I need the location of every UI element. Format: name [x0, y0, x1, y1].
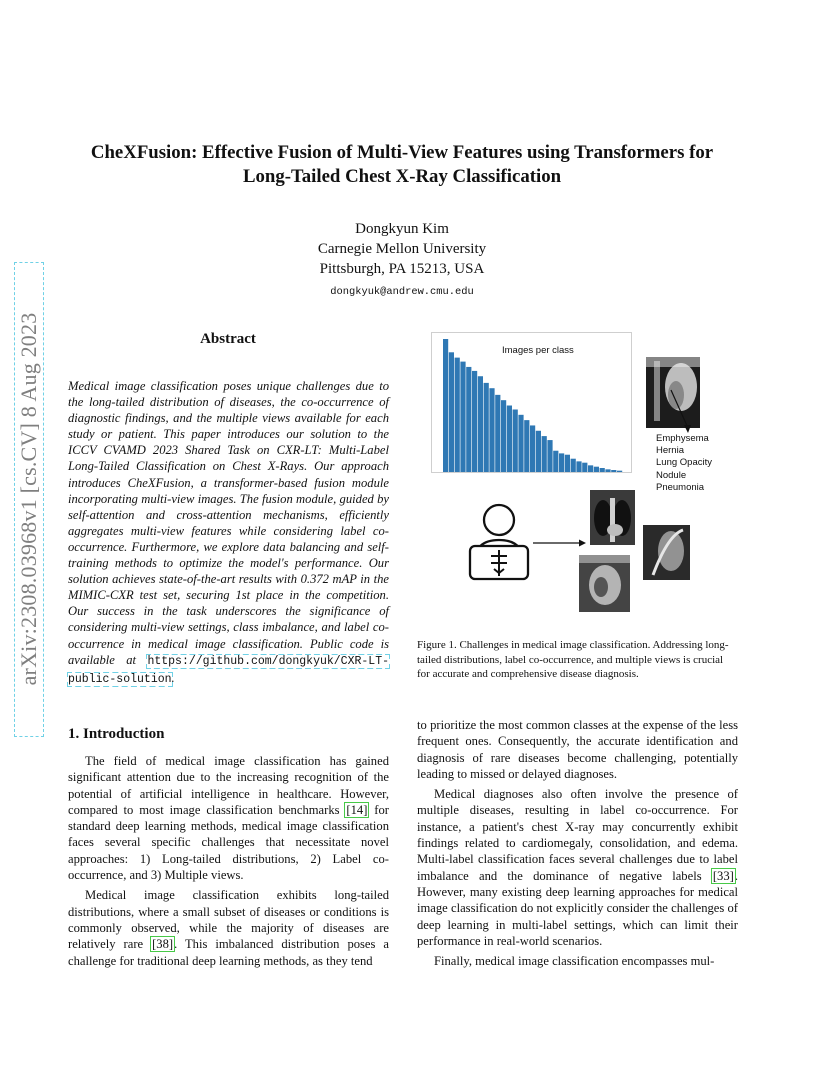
chart-bar	[605, 469, 610, 472]
introduction-heading: 1. Introduction	[68, 726, 165, 742]
chart-bar	[571, 459, 576, 472]
chart-bar	[588, 465, 593, 472]
chart-bar	[536, 431, 541, 472]
chart-bar	[489, 388, 494, 472]
text-run: Medical diagnoses also often involve the presence of multiple diseases, resulting in label co-occurrence. For instance, a patient's chest X-ray may concurrently exhibit findings related to cardiomegaly, consolidation, and edema. Multi-label classification faces several challenges due to label imbalance and the dominance of negative labels	[417, 787, 738, 883]
finding-label: Lung Opacity	[656, 457, 712, 469]
citation-link[interactable]: [33]	[712, 868, 734, 883]
paper-title	[60, 141, 744, 189]
text-run: . However, many existing deep learning approaches for medical image classification do not explicitly consider the challenges of deep learning in multi-label settings, which can limit their performance in real-world scenarios.	[417, 868, 738, 948]
text-run: Medical image classification exhibits long-tailed distributions, where a small subset of diseases or conditions is commonly observed, while the majority of diseases are relatively rare	[68, 888, 389, 952]
chart-title: Images per class	[502, 345, 574, 356]
pointer-arrow	[668, 388, 698, 436]
chart-bar	[518, 415, 523, 472]
chart-bar	[455, 358, 460, 472]
author-name: Dongkyun Kim	[355, 221, 449, 237]
chart-bar	[460, 362, 465, 472]
intro-paragraph-4	[417, 786, 738, 949]
abstract-text	[68, 378, 389, 688]
chart-bar	[553, 451, 558, 472]
xray-lateral-image-2	[643, 525, 690, 580]
arxiv-stamp[interactable]	[14, 262, 44, 737]
author-email[interactable]: dongkyuk@andrew.cmu.edu	[330, 286, 474, 298]
intro-paragraph-5: Finally, medical image classification encompasses mul-	[434, 954, 715, 969]
intro-right-column	[417, 717, 738, 973]
chart-bar	[542, 436, 547, 472]
chart-bar	[617, 471, 622, 472]
chart-bar	[524, 420, 529, 472]
finding-label: Hernia	[656, 445, 684, 457]
xray-frontal-image	[590, 490, 635, 545]
text-run: The field of medical image classification has gained significant attention due to the increasing recognition of the potential of artificial intelligence in healthcare. However, compared to most image classification benchmarks	[68, 754, 389, 817]
chart-bar	[472, 371, 477, 472]
finding-label: Pneumonia	[656, 481, 705, 493]
chart-bar	[478, 376, 483, 472]
title-line-1: CheXFusion: Effective Fusion of Multi-View Features using Transformers for	[90, 142, 714, 163]
chart-bar	[530, 425, 535, 472]
abstract-end: .	[171, 670, 175, 685]
chart-bar	[449, 352, 454, 472]
chart-bar	[582, 463, 587, 472]
chart-bar	[501, 400, 506, 472]
xray-frontal-drawing	[590, 490, 635, 545]
intro-paragraph-2	[68, 887, 389, 968]
citation-link[interactable]: [14]	[346, 802, 368, 817]
chart-bar	[466, 367, 471, 472]
citation-link[interactable]: [38]	[152, 937, 174, 952]
code-link[interactable]: https://github.com/dongkyuk/CXR-LT-public-solution	[68, 654, 389, 686]
chart-bar	[565, 455, 570, 472]
arrow-right-icon	[532, 537, 588, 549]
intro-paragraph-3: to prioritize the most common classes at the expense of the less frequent ones. Consequently, the accurate identification and diagnosis of rare diseases become challenging, potentially leading to missed or delayed diagnoses.	[417, 718, 738, 781]
finding-label: Emphysema	[656, 433, 709, 444]
chart-bar	[576, 461, 581, 472]
chart-bar	[513, 409, 518, 472]
chart-bar	[600, 468, 605, 472]
xray-oblique-drawing	[579, 555, 630, 612]
arxiv-stamp-text: arXiv:2308.03968v1 [cs.CV] 8 Aug 2023	[16, 312, 41, 686]
xray-oblique-image	[579, 555, 630, 612]
finding-labels	[656, 433, 712, 494]
text-run: for standard deep learning methods, medical image classification faces several specific challenges that necessitate novel approaches: 1) Long-tailed distributions, 2) Label co-occurrence, and 3) Multiple views.	[68, 802, 389, 883]
author-affiliation: Carnegie Mellon University	[317, 241, 487, 257]
chart-bar	[495, 395, 500, 472]
intro-paragraph-1	[68, 753, 389, 883]
figure-caption: Figure 1. Challenges in medical image classification. Addressing long-tailed distributions, label co-occurrence, and multiple views is crucial for accurate and comprehensive disease diagnosis.	[417, 639, 729, 680]
chart-bar	[547, 440, 552, 472]
finding-label: Nodule	[656, 469, 687, 481]
title-line-2: Long-Tailed Chest X-Ray Classification	[242, 166, 562, 187]
chart-bar	[484, 383, 489, 472]
person-reading-icon	[465, 500, 533, 584]
chart-bar	[559, 453, 564, 472]
xray-lateral-drawing-2	[643, 525, 690, 580]
intro-left-column	[68, 753, 389, 973]
chart-bar	[443, 339, 448, 472]
chart-bar	[594, 467, 599, 472]
author-block	[200, 219, 604, 302]
abstract-body: Medical image classification poses unique challenges due to the long-tailed distribution of diseases, the co-occurrence of diagnostic findings, and the multiple views available for each study or patient. This paper introduces our solution to the ICCV CVAMD 2023 Shared Task on CXR-LT: Multi-Label Long-Tailed Classification on Chest X-Rays. Our approach introduces CheXFusion, a transformer-based fusion module incorporating multi-view images. The fusion module, guided by self-attention and cross-attention mechanisms, efficiently aggregates multi-view features while considering label co-occurrence. Furthermore, we explore data balancing and self-training methods to optimize the model's performance. Our solution achieves state-of-the-art results with 0.372 mAP in the MIMIC-CXR test set, securing 1st place in the competition. Our success in the task underscores the significance of considering multi-view settings, class imbalance, and label co-occurrence in medical image classification. Public code is available at	[68, 379, 389, 667]
text-run: . This imbalanced distribution poses a challenge for traditional deep learning methods, as they tend	[68, 937, 389, 968]
chart-bar	[507, 406, 512, 473]
abstract-heading: Abstract	[200, 331, 256, 347]
chart-bar	[611, 470, 616, 472]
author-location: Pittsburgh, PA 15213, USA	[319, 261, 485, 277]
